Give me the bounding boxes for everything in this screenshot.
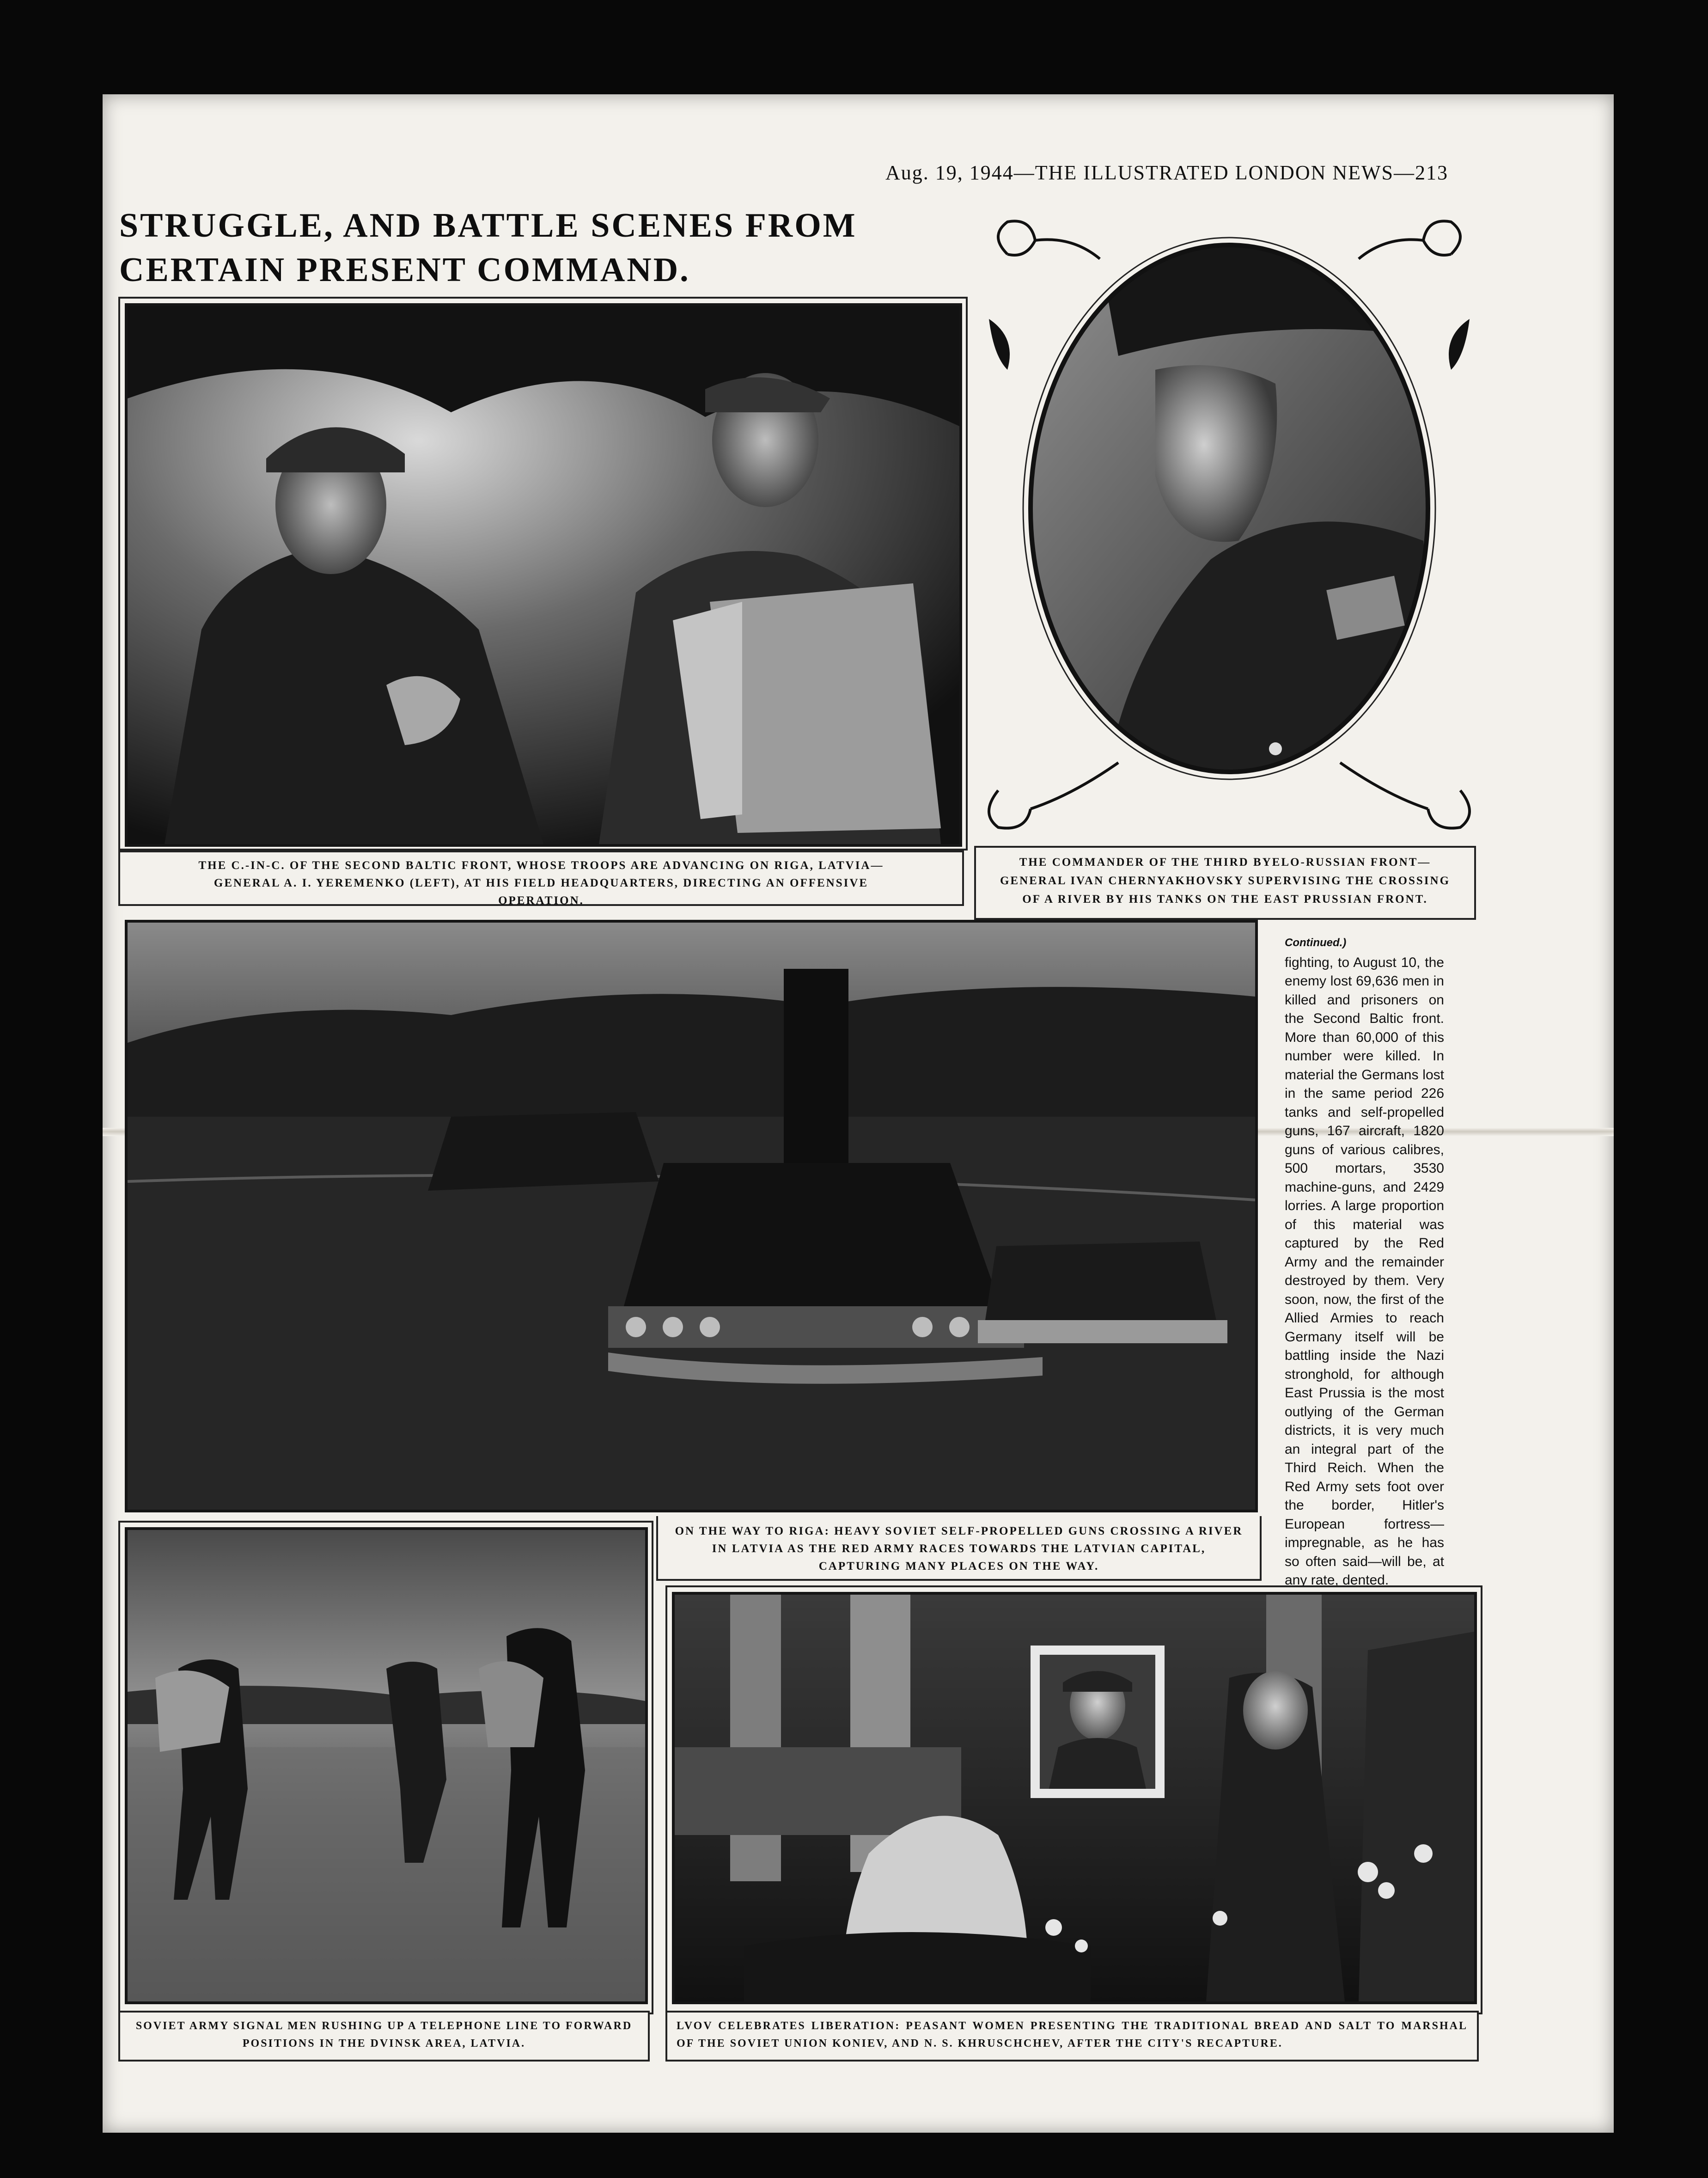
article-body: fighting, to August 10, the enemy lost 69,636 men in killed and prisoners on the Second Baltic front. More than 60,000 of this number were killed. In material the Germans lost in the same period 226 tanks and self-propelled guns, 167 aircraft, 1820 guns of various calibres, 500 mortars, 3530 machine-guns, and 2429 lorries. A large proportion of this material was captured by the Red Army and the remainder destroyed by them. Very soon, now, the first of the Allied Armies to reach Germany itself will be battling inside the Nazi stronghold, for although East Prussia is the most outlying of the German districts, it is very much an integral part of the Third Reich. When the Red Army sets foot over the border, Hitler's European fortress—impregnable, as he has so often said—will be, at any rate, dented. bbox=[1285, 954, 1444, 1588]
caption-chernyakhovsky: THE COMMANDER OF THE THIRD BYELO-RUSSIAN FRONT—GENERAL IVAN CHERNYAKHOVSKY SUPERVISING THE CROSSING OF A RIVER BY HIS TANKS ON THE EAST PRUSSIAN FRONT. bbox=[974, 846, 1476, 920]
oval-portrait-frame bbox=[980, 217, 1479, 837]
photo-riga-river-crossing bbox=[125, 920, 1258, 1512]
continued-marker: Continued.) bbox=[1285, 936, 1347, 949]
article-column bbox=[1285, 934, 1444, 1609]
running-head: Aug. 19, 1944—THE ILLUSTRATED LONDON NEWS—213 bbox=[885, 161, 1449, 184]
photo-lvov-liberation bbox=[672, 1592, 1477, 2004]
caption-yeremenko: THE C.-IN-C. OF THE SECOND BALTIC FRONT, WHOSE TROOPS ARE ADVANCING ON RIGA, LATVIA— GENERAL A. I. YEREMENKO (LEFT), AT HIS FIELD HEADQUARTERS, DIRECTING AN OFFENSIVE OPERATION. bbox=[118, 850, 964, 906]
caption-lvov: LVOV CELEBRATES LIBERATION: PEASANT WOMEN PRESENTING THE TRADITIONAL BREAD AND SALT TO MARSHAL OF THE SOVIET UNION KONIEV, AND N. S. KHRUSCHCHEV, AFTER THE CITY'S RECAPTURE. bbox=[665, 2011, 1479, 2062]
caption-signal-men: SOVIET ARMY SIGNAL MEN RUSHING UP A TELEPHONE LINE TO FORWARD POSITIONS IN THE DVINSK AREA, LATVIA. bbox=[118, 2011, 650, 2062]
photo-signal-men bbox=[125, 1527, 648, 2004]
page-headline: STRUGGLE, AND BATTLE SCENES FROM CERTAIN PRESENT COMMAND. bbox=[119, 207, 857, 289]
caption-riga: ON THE WAY TO RIGA: HEAVY SOVIET SELF-PROPELLED GUNS CROSSING A RIVER IN LATVIA AS THE RED ARMY RACES TOWARDS THE LATVIAN CAPITAL, CAPTURING MANY PLACES ON THE WAY. bbox=[656, 1516, 1262, 1581]
photo-yeremenko bbox=[125, 303, 962, 847]
